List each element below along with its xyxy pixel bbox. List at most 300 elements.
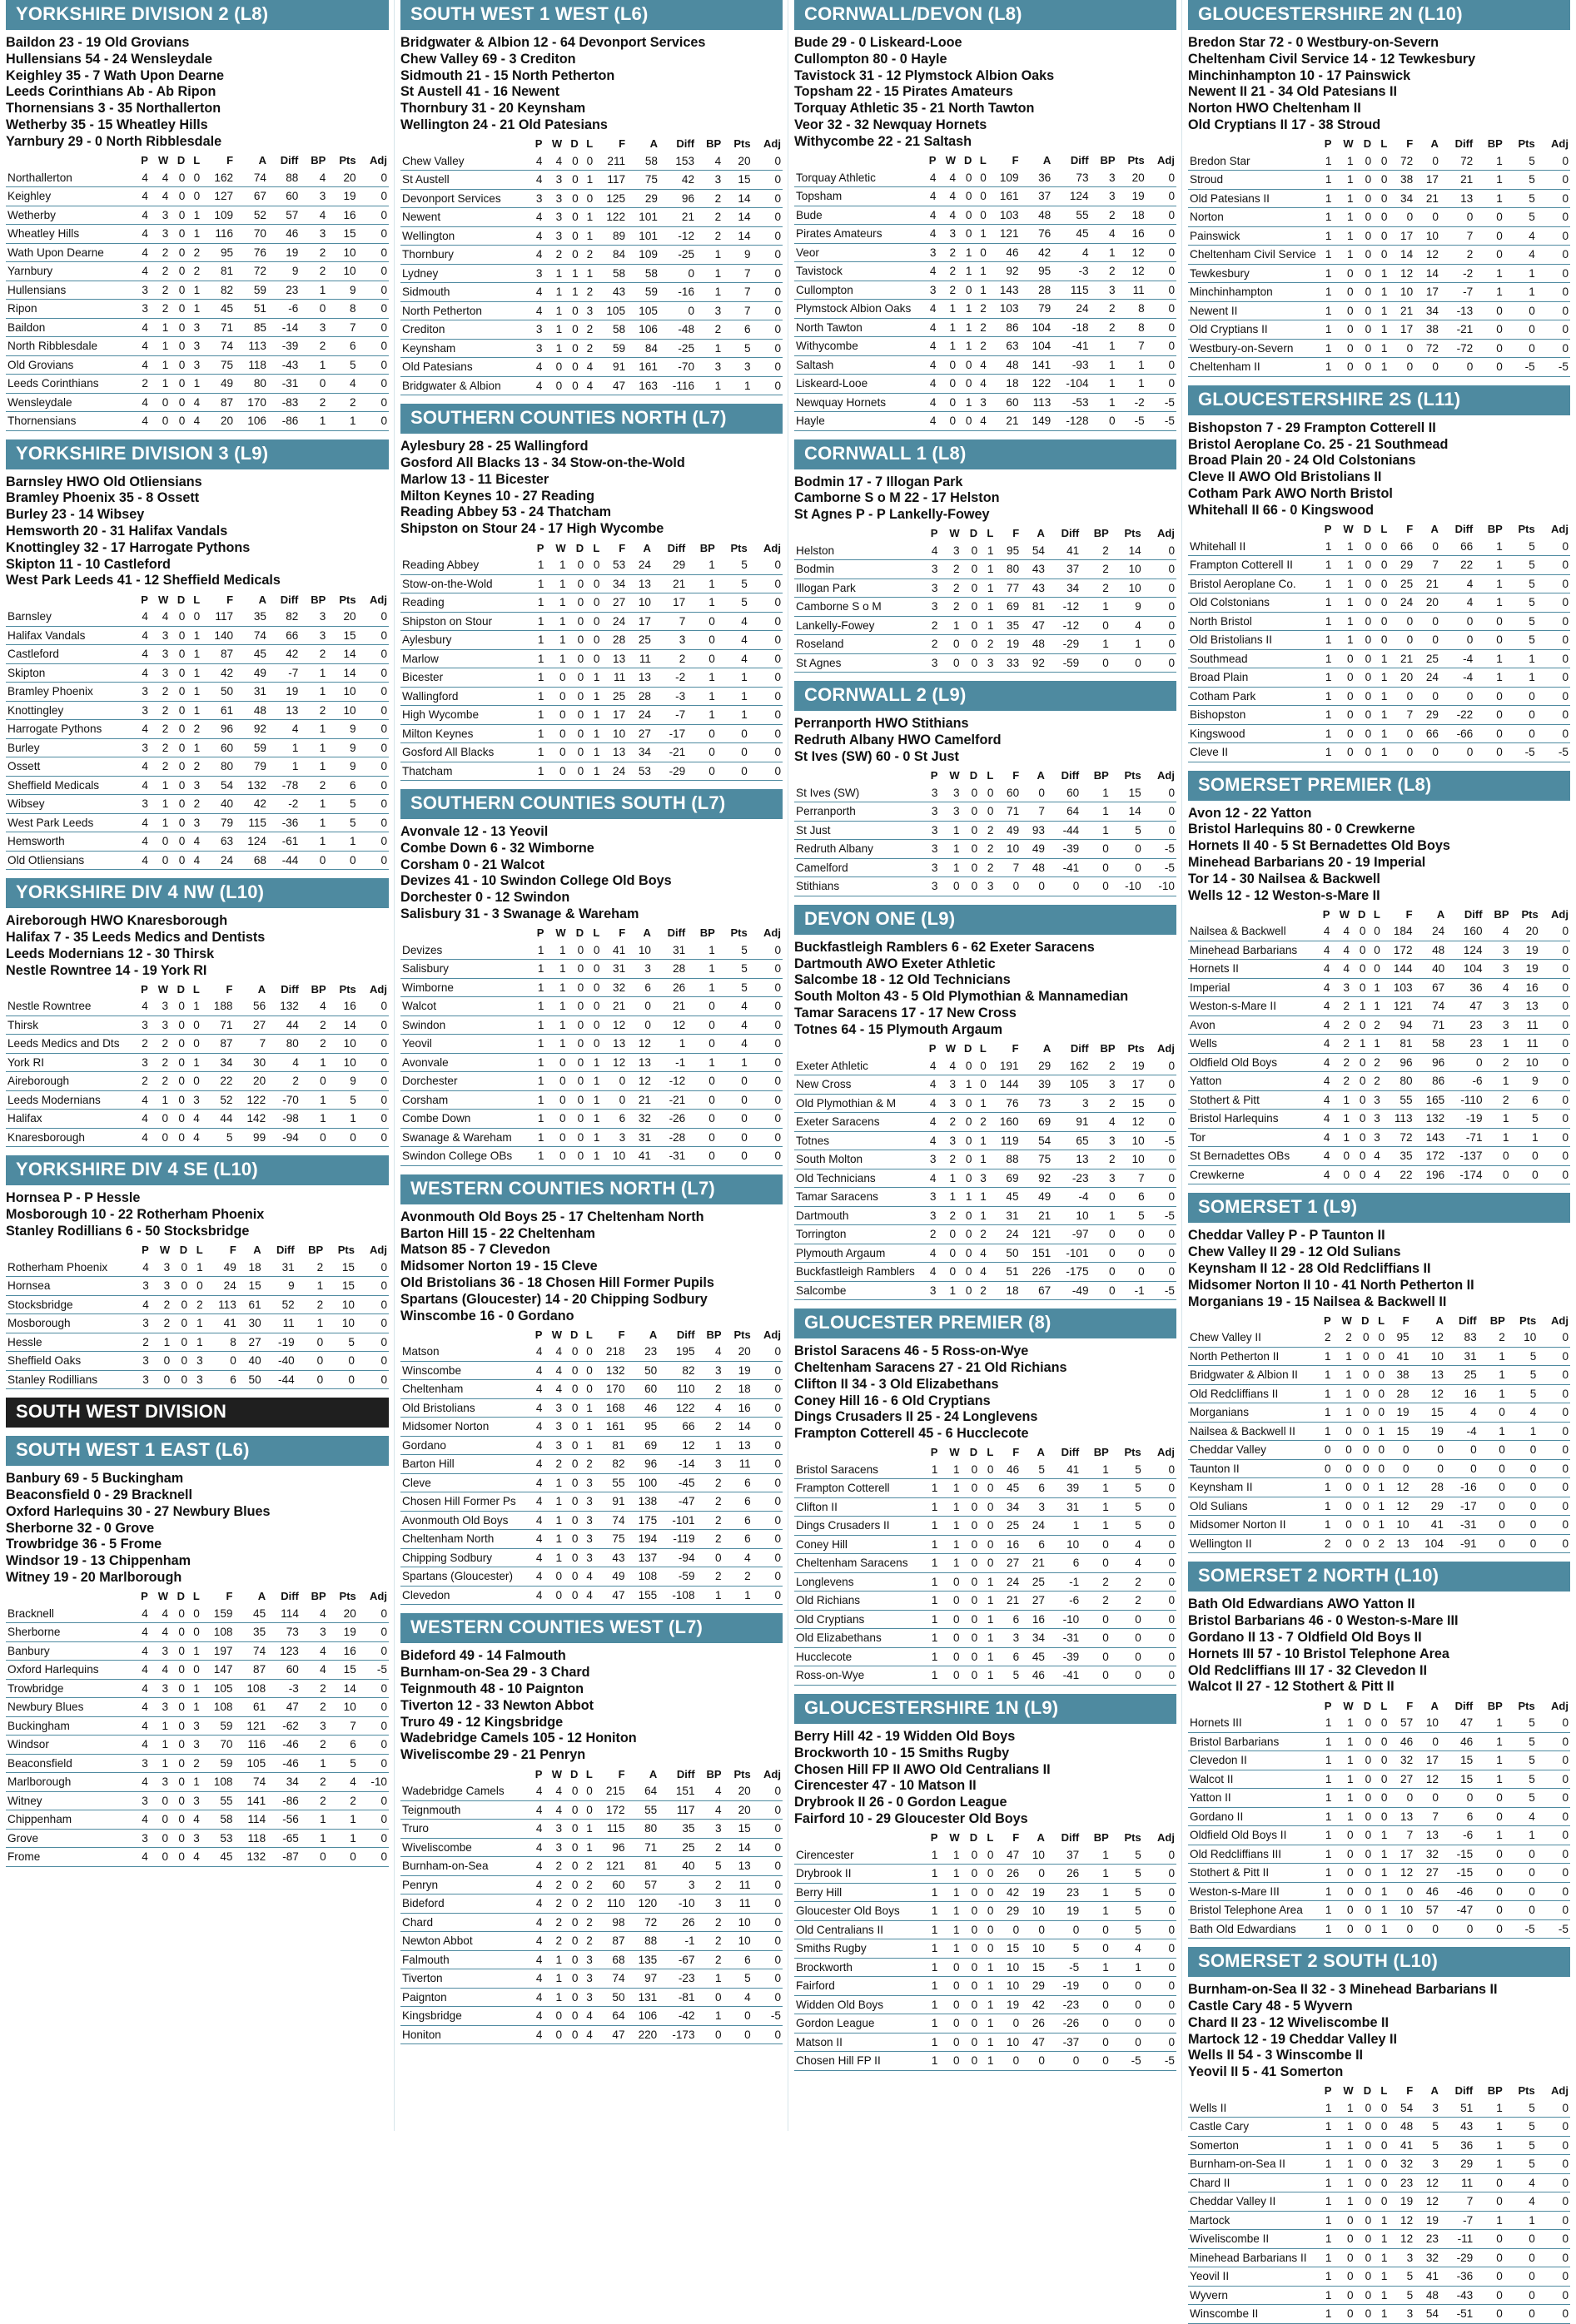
- stat-cell: 4: [150, 1623, 170, 1642]
- stat-cell: 67: [235, 187, 268, 206]
- stat-cell: 14: [723, 1838, 753, 1857]
- stat-cell: 1: [1373, 668, 1389, 688]
- stat-cell: 0: [358, 318, 389, 337]
- stat-cell: 0: [1537, 2230, 1570, 2249]
- stat-cell: 0: [358, 375, 389, 394]
- result-line: Minchinhampton 10 - 17 Painswick: [1188, 67, 1411, 83]
- stat-cell: 1: [529, 997, 545, 1016]
- table-row: [400, 960, 783, 979]
- stat-cell: 191: [988, 1057, 1021, 1075]
- stat-cell: 3: [579, 1950, 594, 1969]
- stat-cell: 2: [150, 720, 170, 739]
- team-name: Topsham: [794, 187, 922, 206]
- table-row: [1188, 1534, 1570, 1553]
- stat-cell: 7: [723, 264, 752, 283]
- stat-cell: 0: [687, 1035, 717, 1054]
- stat-cell: 0: [723, 2025, 753, 2044]
- stat-cell: 0: [1143, 784, 1176, 802]
- stat-cell: 1: [1316, 1845, 1333, 1864]
- stat-cell: 0: [1373, 2155, 1389, 2174]
- stat-cell: 4: [529, 208, 544, 227]
- stat-cell: 0: [1371, 1459, 1387, 1478]
- stat-cell: 4: [1504, 2192, 1537, 2212]
- stat-cell: 0: [753, 246, 783, 265]
- stat-cell: 30: [234, 1053, 267, 1072]
- stat-cell: 0: [962, 1939, 980, 1959]
- table-row: [400, 1932, 783, 1951]
- stat-cell: 0: [717, 743, 749, 762]
- table-row: [6, 701, 389, 720]
- table-row: [794, 784, 1176, 802]
- stat-cell: 0: [1333, 1534, 1354, 1553]
- table-row: [6, 1623, 389, 1642]
- table-row: [794, 1865, 1176, 1884]
- stat-cell: 1: [585, 668, 601, 688]
- table-row: [1188, 2118, 1570, 2137]
- stat-cell: 0: [1355, 301, 1374, 320]
- table-row: [794, 840, 1176, 859]
- stat-cell: 0: [568, 997, 586, 1016]
- team-name: Minehead Barbarians II: [1188, 2248, 1316, 2267]
- stat-cell: 1: [1333, 1751, 1355, 1770]
- team-name: Truro: [400, 1820, 529, 1839]
- stat-cell: 1: [697, 2007, 723, 2026]
- stat-cell: 3: [150, 997, 170, 1016]
- stat-cell: 4: [186, 851, 201, 870]
- stat-cell: -47: [1440, 1901, 1474, 1920]
- stat-cell: 5: [328, 1754, 358, 1773]
- stat-cell: 2: [151, 1314, 172, 1333]
- stat-cell: 1: [545, 631, 567, 650]
- stat-cell: 155: [627, 1586, 659, 1605]
- stat-cell: 3: [544, 226, 564, 246]
- stat-cell: 2: [1091, 206, 1117, 225]
- stat-cell: 1: [1331, 1090, 1351, 1110]
- stat-cell: 12: [601, 1016, 627, 1035]
- team-name: North Ribblesdale: [6, 337, 134, 356]
- table-row: [1188, 1919, 1570, 1939]
- stat-cell: 0: [1479, 1403, 1507, 1423]
- stat-cell: 0: [962, 1995, 980, 2014]
- stat-cell: 0: [1538, 1478, 1570, 1497]
- stat-cell: 8: [205, 1333, 238, 1352]
- column-header: A: [257, 982, 266, 996]
- stat-cell: 22: [1440, 556, 1474, 575]
- stat-cell: 10: [1111, 579, 1143, 598]
- stat-cell: 25: [1414, 649, 1440, 668]
- stat-cell: 4: [544, 152, 564, 171]
- stat-cell: 0: [1355, 358, 1374, 377]
- stat-cell: 0: [1474, 1807, 1504, 1826]
- stat-cell: 4: [134, 393, 150, 412]
- stat-cell: 3: [134, 1754, 150, 1773]
- stat-cell: 1: [300, 683, 327, 702]
- column-header: Diff: [1070, 1042, 1089, 1055]
- stat-cell: 80: [1382, 1072, 1414, 1091]
- stat-cell: 0: [564, 1548, 579, 1567]
- stat-cell: 0: [1091, 1281, 1117, 1300]
- table-row: [1188, 1328, 1570, 1347]
- stat-cell: 0: [753, 1455, 783, 1474]
- stat-cell: 0: [973, 1057, 987, 1075]
- stat-cell: 1: [300, 412, 327, 431]
- column-header: L: [1380, 523, 1388, 536]
- section-title: DEVON ONE (L9): [794, 905, 1176, 935]
- stat-cell: 0: [1143, 1479, 1176, 1498]
- result-line: Teignmouth 48 - 10 Paignton: [400, 1681, 584, 1697]
- result-line: Norton HWO Cheltenham II: [1188, 101, 1361, 117]
- stat-cell: 104: [1021, 318, 1053, 337]
- stat-cell: 3: [922, 858, 939, 877]
- stat-cell: 43: [1021, 560, 1047, 579]
- stat-cell: 0: [753, 1398, 783, 1418]
- stat-cell: 95: [201, 243, 235, 262]
- stat-cell: 6: [723, 320, 752, 340]
- stat-cell: 106: [235, 412, 268, 431]
- stat-cell: 63: [201, 832, 235, 852]
- stat-cell: 1: [922, 1995, 939, 2014]
- league-section: [6, 878, 389, 1147]
- stat-cell: 1: [979, 598, 995, 617]
- stat-cell: 0: [939, 653, 961, 673]
- stat-cell: 1: [186, 206, 201, 225]
- stat-cell: 0: [358, 300, 389, 319]
- stat-cell: 3: [973, 1169, 987, 1188]
- team-name: Morganians: [1188, 1403, 1316, 1423]
- stat-cell: 5: [1047, 1939, 1081, 1959]
- stat-cell: 1: [327, 412, 357, 431]
- stat-cell: 2: [300, 645, 327, 664]
- stat-cell: 89: [594, 226, 627, 246]
- column-header: D: [1361, 1313, 1370, 1327]
- column-header: L: [1380, 1699, 1388, 1712]
- stat-cell: 0: [1355, 649, 1374, 668]
- stat-cell: 74: [201, 337, 235, 356]
- stat-cell: 4: [1367, 1147, 1381, 1166]
- stat-cell: 0: [687, 1072, 717, 1091]
- stat-cell: 0: [1355, 2286, 1374, 2305]
- table-header-row: [400, 925, 783, 941]
- result-line: Castle Cary 48 - 5 Wyvern: [1188, 1998, 1353, 2014]
- stat-cell: 54: [1414, 2305, 1440, 2324]
- team-name: Paignton: [400, 1988, 529, 2007]
- stat-cell: 79: [201, 813, 235, 832]
- stat-cell: 41: [1414, 2267, 1440, 2287]
- stat-cell: 2: [939, 560, 961, 579]
- stat-cell: 2: [1081, 560, 1111, 579]
- stat-cell: 17: [1389, 320, 1414, 340]
- stat-cell: 87: [594, 1932, 627, 1951]
- stat-cell: 60: [268, 187, 300, 206]
- stat-cell: 4: [529, 226, 544, 246]
- column-header: D: [1363, 2084, 1372, 2098]
- stat-cell: 1: [585, 1128, 601, 1147]
- stat-cell: 3: [189, 1370, 205, 1389]
- table-row: [400, 152, 783, 171]
- stat-cell: 0: [1373, 171, 1389, 190]
- stat-cell: 1: [186, 1053, 201, 1072]
- table-row: [1188, 556, 1570, 575]
- team-name: Matson: [400, 1343, 529, 1361]
- stat-cell: 0: [568, 724, 586, 743]
- results-list: [1188, 420, 1570, 519]
- stat-cell: 1: [300, 281, 327, 300]
- stat-cell: 0: [358, 1791, 389, 1810]
- stat-cell: 79: [235, 757, 268, 777]
- stat-cell: 1: [1091, 1206, 1117, 1225]
- stat-cell: 0: [1355, 2136, 1374, 2155]
- stat-cell: 0: [1371, 1384, 1387, 1403]
- stat-cell: 4: [579, 1567, 594, 1587]
- team-name: Old Richians: [794, 1592, 922, 1611]
- stat-cell: 0: [358, 281, 389, 300]
- stat-cell: 0: [328, 1848, 358, 1867]
- stat-cell: 0: [939, 1958, 961, 1977]
- stat-cell: 0: [564, 1380, 579, 1399]
- column-header: P: [534, 137, 543, 151]
- result-line: Avon 12 - 22 Yatton: [1188, 805, 1312, 821]
- stat-cell: 3: [186, 318, 201, 337]
- stat-cell: 5: [717, 941, 749, 960]
- table-row: [794, 877, 1176, 896]
- stat-cell: 60: [201, 738, 235, 757]
- stat-cell: 0: [1414, 358, 1440, 377]
- stat-cell: 0: [979, 1497, 995, 1517]
- stat-cell: 0: [753, 1820, 783, 1839]
- stat-cell: 2: [939, 598, 961, 617]
- stat-cell: -98: [267, 1110, 301, 1129]
- results-list: [400, 824, 783, 923]
- stat-cell: 72: [235, 262, 268, 281]
- column-header: L: [585, 1767, 593, 1780]
- team-name: St Austell: [400, 171, 529, 190]
- stat-cell: 10: [1389, 283, 1414, 302]
- stat-cell: 16: [1117, 225, 1146, 244]
- stat-cell: 3: [579, 1988, 594, 2007]
- stat-cell: 0: [957, 412, 973, 431]
- stat-cell: 19: [1411, 1422, 1445, 1441]
- stat-cell: -16: [659, 283, 696, 302]
- table-header-row: [1188, 1697, 1570, 1714]
- stat-cell: 1: [1484, 1128, 1511, 1147]
- column-header: BP: [706, 137, 722, 151]
- column-header: P: [930, 1446, 938, 1459]
- stat-cell: 0: [356, 1333, 389, 1352]
- stat-cell: 49: [205, 1259, 238, 1277]
- table-row: [6, 1333, 389, 1352]
- column-header: L: [593, 541, 600, 554]
- stat-cell: 0: [687, 762, 717, 781]
- stat-cell: 0: [325, 1352, 356, 1371]
- stat-cell: 1: [1316, 1384, 1333, 1403]
- stat-cell: 4: [134, 1716, 150, 1736]
- team-name: Yeovil II: [1188, 2267, 1316, 2287]
- stat-cell: 0: [1389, 612, 1414, 631]
- result-line: Bramley Phoenix 35 - 8 Ossett: [6, 490, 200, 506]
- table-row: [1188, 687, 1570, 706]
- stat-cell: 13: [1511, 997, 1540, 1016]
- stat-cell: 3: [979, 653, 995, 673]
- stat-cell: 0: [568, 978, 586, 997]
- stat-cell: -31: [268, 375, 300, 394]
- stat-cell: 0: [1333, 1459, 1354, 1478]
- stat-cell: 4: [134, 1295, 151, 1314]
- column-header: A: [258, 593, 266, 606]
- stat-cell: 1: [1474, 189, 1504, 208]
- stat-cell: 153: [659, 152, 696, 171]
- stat-cell: 0: [1373, 1714, 1389, 1732]
- table-row: [400, 1969, 783, 1989]
- stat-cell: 28: [601, 631, 627, 650]
- table-row: [794, 1225, 1176, 1244]
- stat-cell: 0: [1146, 1225, 1176, 1244]
- stat-cell: 0: [585, 593, 601, 613]
- stat-cell: 82: [201, 281, 235, 300]
- stat-cell: 3: [627, 960, 653, 979]
- stat-cell: 2: [327, 393, 357, 412]
- stat-cell: 13: [601, 1035, 627, 1054]
- stat-cell: 1: [529, 1053, 545, 1072]
- column-header: Adj: [1157, 154, 1175, 167]
- stat-cell: 0: [358, 1090, 389, 1110]
- stat-cell: 0: [564, 2025, 579, 2044]
- stat-cell: 1: [150, 795, 170, 814]
- stat-cell: 0: [1538, 1366, 1570, 1385]
- stat-cell: 2: [1479, 1328, 1507, 1347]
- stat-cell: 15: [1111, 784, 1143, 802]
- stat-cell: 1: [922, 1920, 939, 1939]
- stat-cell: 0: [1474, 2267, 1504, 2287]
- stat-cell: 76: [1021, 225, 1053, 244]
- stat-cell: 0: [186, 608, 201, 626]
- stat-cell: 3: [601, 1128, 627, 1147]
- stat-cell: 61: [238, 1295, 263, 1314]
- stat-cell: 4: [529, 1838, 544, 1857]
- team-name: Painswick: [1188, 226, 1316, 246]
- stat-cell: 0: [957, 1263, 973, 1282]
- stat-cell: 1: [1316, 2192, 1333, 2212]
- column-header: BP: [1093, 527, 1109, 540]
- stat-cell: 0: [170, 318, 186, 337]
- stat-cell: 4: [1111, 616, 1143, 635]
- stat-cell: 0: [1537, 1882, 1570, 1901]
- stat-cell: 1: [1333, 574, 1355, 593]
- table-header-row: [1188, 1312, 1570, 1328]
- stat-cell: 21: [1389, 301, 1414, 320]
- stat-cell: 4: [1111, 1535, 1143, 1554]
- stat-cell: 2: [544, 1894, 564, 1914]
- stat-cell: 20: [201, 412, 235, 431]
- stat-cell: 1: [186, 645, 201, 664]
- result-line: Wetherby 35 - 15 Wheatley Hills: [6, 117, 208, 132]
- table-row: [6, 1848, 389, 1867]
- stat-cell: 0: [568, 1090, 586, 1110]
- stat-cell: 80: [201, 757, 235, 777]
- stat-cell: 4: [134, 1848, 150, 1867]
- stat-cell: 0: [358, 169, 389, 187]
- stat-cell: 116: [234, 1736, 267, 1755]
- stat-cell: 1: [1316, 2286, 1333, 2305]
- stat-cell: 0: [1333, 706, 1355, 725]
- result-line: St Ives (SW) 60 - 0 St Just: [794, 749, 959, 765]
- stat-cell: 1: [1316, 152, 1333, 171]
- stat-cell: 0: [189, 1277, 205, 1296]
- stat-cell: 0: [1354, 1328, 1371, 1347]
- stat-cell: 2: [937, 1150, 957, 1169]
- result-line: Corsham 0 - 21 Walcot: [400, 857, 545, 872]
- team-name: Knottingley: [6, 701, 134, 720]
- column-header: F: [226, 593, 234, 606]
- stat-cell: 108: [201, 1698, 235, 1717]
- stat-cell: 0: [749, 649, 783, 668]
- stat-cell: 10: [1411, 1347, 1445, 1366]
- stat-cell: 0: [1355, 2192, 1374, 2212]
- stat-cell: 0: [170, 1053, 186, 1072]
- team-name: Sherborne: [6, 1623, 134, 1642]
- league-section: [1188, 1562, 1570, 1939]
- stat-cell: 96: [594, 1838, 627, 1857]
- stat-cell: 1: [1511, 1128, 1540, 1147]
- stat-cell: 29: [1389, 556, 1414, 575]
- results-list: [6, 35, 389, 151]
- stat-cell: 11: [263, 1314, 296, 1333]
- stat-cell: 0: [170, 243, 186, 262]
- stat-cell: 0: [939, 1572, 961, 1592]
- stat-cell: 0: [1504, 339, 1537, 358]
- column-header: F: [226, 154, 234, 167]
- stat-cell: 4: [1316, 1090, 1331, 1110]
- stat-cell: -44: [268, 851, 300, 870]
- stat-cell: 0: [1333, 668, 1355, 688]
- stat-cell: 0: [564, 320, 580, 340]
- table-row: [400, 1800, 783, 1820]
- stat-cell: 0: [957, 206, 973, 225]
- table-row: [794, 1995, 1176, 2014]
- stat-cell: 0: [601, 1072, 627, 1091]
- stat-cell: 4: [186, 393, 201, 412]
- column-header: BP: [1100, 1042, 1116, 1055]
- stat-cell: 0: [170, 1736, 186, 1755]
- stat-cell: 105: [1052, 1075, 1090, 1095]
- team-name: Coney Hill: [794, 1535, 922, 1554]
- column-header: Adj: [1157, 527, 1175, 540]
- stat-cell: 4: [1111, 1554, 1143, 1573]
- stat-cell: 1: [1091, 375, 1117, 394]
- stat-cell: 9: [327, 281, 357, 300]
- stat-cell: -174: [1446, 1165, 1484, 1184]
- team-name: Old Technicians: [794, 1169, 922, 1188]
- stat-cell: 10: [327, 683, 357, 702]
- stat-cell: 5: [1021, 1461, 1047, 1479]
- stat-cell: 26: [659, 1913, 696, 1932]
- stat-cell: 4: [150, 608, 170, 626]
- stat-cell: 6: [723, 1950, 753, 1969]
- stat-cell: 4: [1316, 1165, 1331, 1184]
- stat-cell: 0: [962, 653, 980, 673]
- stat-cell: 3: [1484, 941, 1511, 960]
- column-header: Diff: [667, 926, 686, 940]
- column-header: A: [1430, 137, 1439, 151]
- stat-cell: 2: [973, 1113, 987, 1132]
- team-name: Wensleydale: [6, 393, 134, 412]
- stat-cell: 0: [170, 355, 186, 375]
- stat-cell: 0: [957, 1094, 973, 1113]
- stat-cell: 28: [1021, 281, 1053, 300]
- stat-cell: 11: [601, 668, 627, 688]
- table-row: [400, 1820, 783, 1839]
- stat-cell: 1: [1373, 706, 1389, 725]
- stat-cell: 0: [687, 1090, 717, 1110]
